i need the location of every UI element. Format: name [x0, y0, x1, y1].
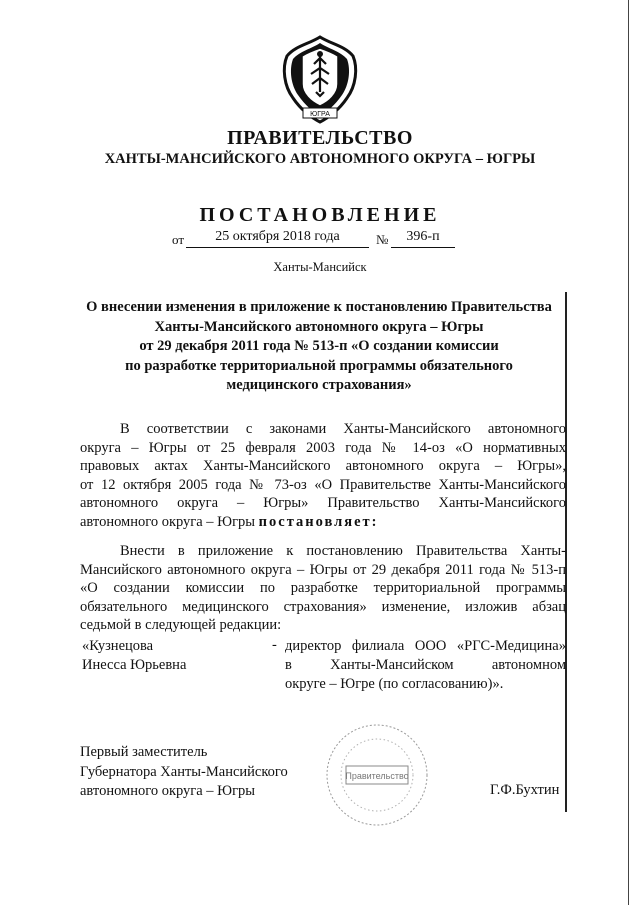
position-line: округе – Югре (по согласованию)». — [285, 676, 504, 692]
paragraph-line: от 12 октября 2005 года № 73-оз «О Правительстве Ханты-Мансийского — [80, 476, 566, 493]
member-dash: - — [272, 637, 277, 653]
paragraph-line: «О создании комиссии по разработке территориальной программы — [80, 580, 566, 596]
government-title: ПРАВИТЕЛЬСТВО — [227, 127, 413, 149]
position-line: директор филиала ООО «РГС-Медицина» — [285, 638, 566, 654]
paragraph-line: автономного округа – Югры» Правительство Ханты-Мансийского — [80, 495, 566, 511]
signatory-title — [80, 743, 288, 802]
number-label: № — [376, 232, 389, 247]
date-label: от — [172, 232, 185, 247]
document-title — [72, 298, 566, 396]
amendment-paragraph — [80, 542, 566, 635]
paragraph-line: обязательного медицинского страхования» изменение, изложив абзац — [80, 598, 566, 615]
paragraph-line: округа – Югры от 25 февраля 2003 года № 14-оз «О нормативных — [80, 439, 566, 456]
title-line: от 29 декабря 2011 года № 513-п «О создании комиссии — [139, 338, 499, 354]
official-stamp — [322, 720, 432, 830]
title-line: Ханты-Мансийского автономного округа – Югры — [154, 318, 484, 335]
document-number: 396-п — [391, 229, 455, 248]
document-date: 25 октября 2018 года — [186, 229, 369, 248]
coat-of-arms-emblem — [279, 34, 361, 124]
signatory-title-line: Первый заместитель — [80, 744, 208, 760]
paragraph-line-start: автономного округа – Югры — [80, 513, 256, 530]
preamble-paragraph — [80, 420, 566, 531]
paragraph-line — [80, 513, 566, 532]
member-given-names: Инесса Юрьевна — [82, 657, 187, 673]
title-line: медицинского страхования» — [226, 377, 412, 393]
document-type: ПОСТАНОВЛЕНИЕ — [199, 204, 441, 226]
paragraph-line: В соответствии с законами Ханты-Мансийского автономного — [120, 421, 566, 437]
member-position — [285, 637, 566, 694]
paragraph-line: правовых актах Ханты-Мансийского автономного округа – Югры», — [80, 458, 566, 474]
paragraph-line: седьмой в следующей редакции: — [80, 617, 282, 633]
paragraph-line: Внести в приложение к постановлению Правительства Ханты- — [120, 543, 566, 559]
position-line: в Ханты-Мансийском автономном — [285, 657, 566, 673]
emblem-caption: ЮГРА — [310, 111, 330, 118]
city-name: Ханты-Мансийск — [273, 260, 367, 274]
resolves-word: постановляет: — [258, 513, 379, 530]
member-surname: «Кузнецова — [82, 638, 154, 654]
okrug-title: ХАНТЫ-МАНСИЙСКОГО АВТОНОМНОГО ОКРУГА – ЮГРЫ — [104, 151, 536, 167]
signatory-title-line: Губернатора Ханты-Мансийского — [80, 763, 288, 780]
member-name — [82, 637, 186, 675]
paragraph-line: Мансийского автономного округа – Югры от 29 декабря 2011 года № 513-п — [80, 561, 566, 578]
signatory-title-line: автономного округа – Югры — [80, 783, 256, 799]
title-line: О внесении изменения в приложение к постановлению Правительства — [86, 299, 552, 315]
title-line: по разработке территориальной программы обязательного — [125, 357, 513, 374]
stamp-text: Правительство — [345, 771, 409, 781]
signatory-name: Г.Ф.Бухтин — [490, 782, 560, 798]
